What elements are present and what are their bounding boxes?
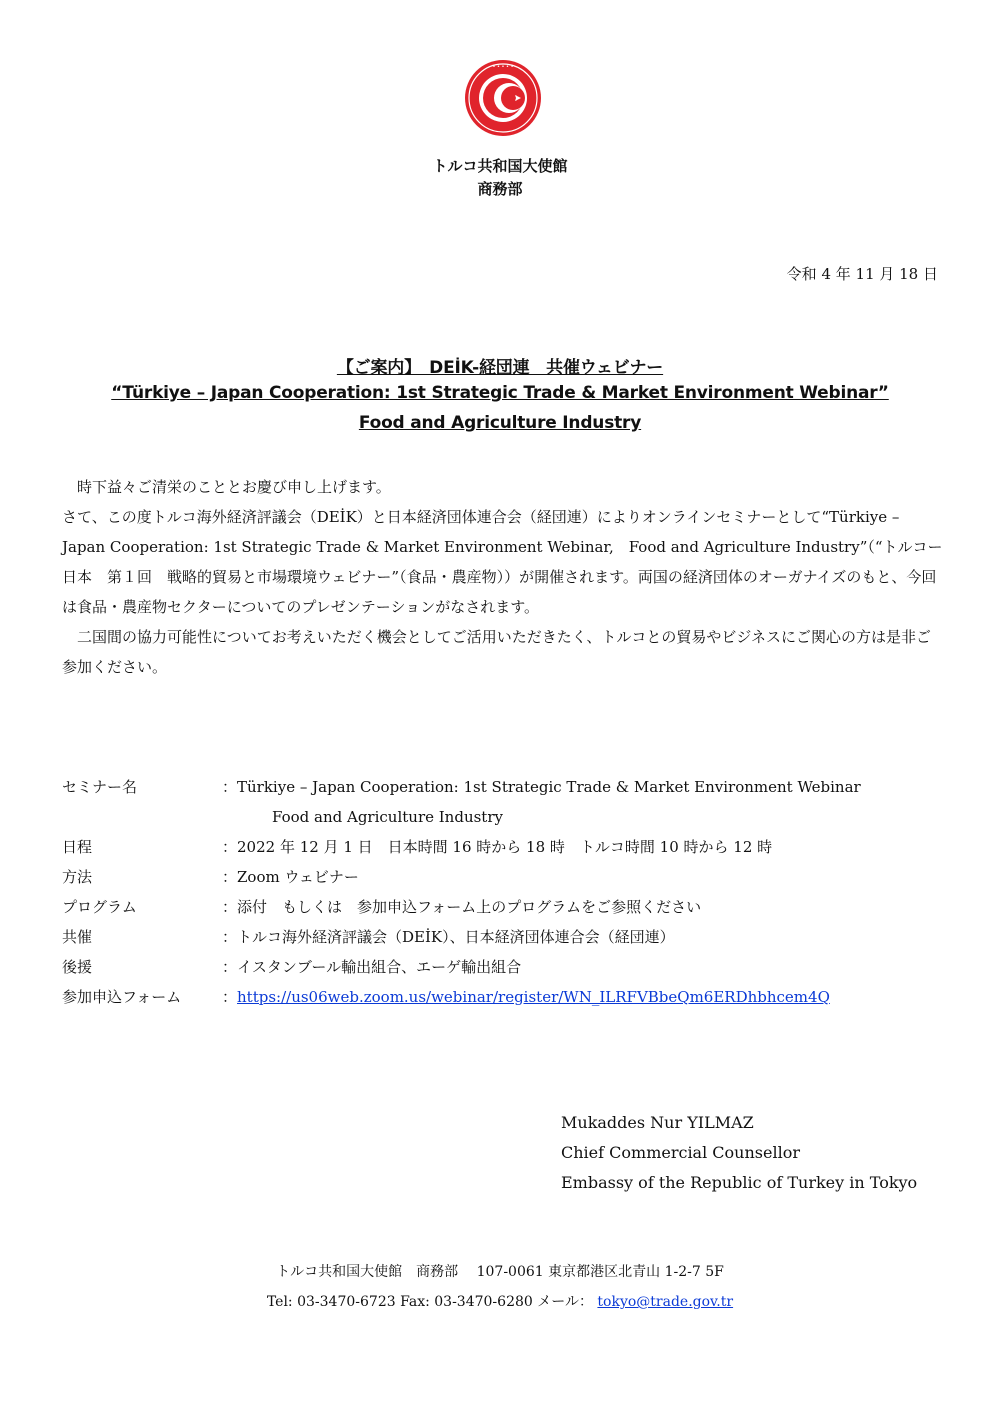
detail-row-form <box>62 982 962 1012</box>
support-label: 後援 <box>62 958 93 976</box>
schedule-label: 日程 <box>62 838 93 856</box>
detail-row-program <box>62 892 962 922</box>
support-value: ：イスタンブール輸出組合、エーゲ輸出組合 <box>222 958 522 976</box>
form-value <box>222 982 962 1012</box>
signatory-organization: Embassy of the Republic of Turkey in Tokyo <box>561 1173 918 1192</box>
details-list <box>62 772 962 1012</box>
detail-row-schedule <box>62 832 962 862</box>
detail-row-seminar-cont <box>62 802 962 832</box>
schedule-value: ：2022 年 12 月 1 日 日本時間 16 時から 18 時 トルコ時間 10 時から 12 時 <box>222 838 773 856</box>
registration-link[interactable]: https://us06web.zoom.us/webinar/register/WN_ILRFVBbeQm6ERDhbhcem4Q <box>237 988 830 1006</box>
detail-row-method <box>62 862 962 892</box>
cohost-value: ：トルコ海外経済評議会（DEİK）、日本経済団体連合会（経団連） <box>222 928 675 946</box>
signatory-name: Mukaddes Nur YILMAZ <box>561 1113 754 1132</box>
greeting-paragraph: 時下益々ご清栄のこととお慶び申し上げます。 <box>77 478 391 496</box>
seminar-value: ：Türkiye – Japan Cooperation: 1st Strategic Trade & Market Environment Webinar <box>222 778 861 796</box>
footer-phone-fax: Tel: 03-3470-6723 Fax: 03-3470-6280 メール： <box>266 1294 593 1310</box>
method-value: ：Zoom ウェビナー <box>222 868 359 886</box>
form-label: 参加申込フォーム <box>62 988 182 1006</box>
title-line2: “Türkiye – Japan Cooperation: 1st Strategic Trade & Market Environment Webinar” <box>111 383 889 403</box>
body-text <box>62 472 944 682</box>
seminar-value-line2: Food and Agriculture Industry <box>272 808 503 826</box>
ministry-emblem-logo <box>463 58 543 138</box>
form-prefix: ： <box>222 988 238 1006</box>
seminar-label: セミナー名 <box>62 778 138 796</box>
detail-row-cohost <box>62 922 962 952</box>
detail-row-support <box>62 952 962 982</box>
signature-block <box>561 1108 917 1198</box>
detail-row-seminar <box>62 772 962 802</box>
org-name-line2: 商務部 <box>477 180 523 198</box>
announcement-paragraph: さて、この度トルコ海外経済評議会（DEİK）と日本経済団体連合会（経団連）によりオンラインセミナーとして“Türkiye – Japan Cooperation: 1st Strategic Trade & Market Environment Webinar, Food and Agriculture Industry”（“トルコー日本 第１回 戦略的貿易と市場環境ウェビナー”（食品・農産物））が開催されます。両国の経済団体のオーガナイズのもと、今回は食品・農産物セクターについてのプレゼンテーションがなされます。 <box>62 508 943 616</box>
cohost-label: 共催 <box>62 928 93 946</box>
document-date: 令和 4 年 11 月 18 日 <box>786 265 938 283</box>
footer-contact <box>0 1287 1000 1317</box>
org-name-line1: トルコ共和国大使館 <box>432 157 568 175</box>
method-label: 方法 <box>62 868 93 886</box>
title-line3: Food and Agriculture Industry <box>358 413 642 433</box>
invitation-paragraph: 二国間の協力可能性についてお考えいただく機会としてご活用いただきたく、トルコとの貿易やビジネスにご関心の方は是非ご参加ください。 <box>62 628 931 676</box>
program-label: プログラム <box>62 898 137 916</box>
svg-text:• • • • •: • • • • • <box>492 64 514 70</box>
signatory-position: Chief Commercial Counsellor <box>561 1143 800 1162</box>
title-line1: 【ご案内】 DEİK-経団連 共催ウェビナー <box>336 358 664 378</box>
footer-email-link[interactable]: tokyo@trade.gov.tr <box>597 1294 734 1310</box>
program-value: ：添付 もしくは 参加申込フォーム上のプログラムをご参照ください <box>222 898 702 916</box>
footer-address: トルコ共和国大使館 商務部 107-0061 東京都港区北青山 1-2-7 5F <box>276 1264 724 1280</box>
